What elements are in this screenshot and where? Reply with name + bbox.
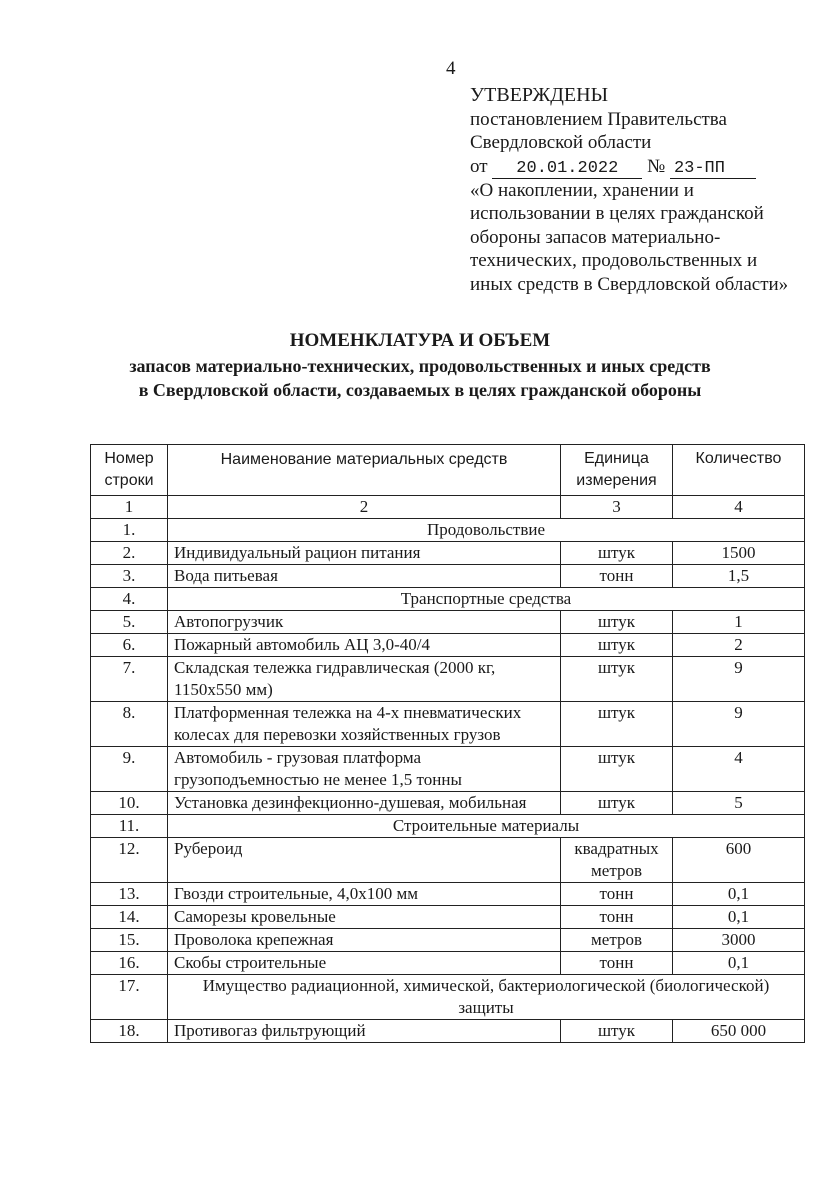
item-name-cell: Скобы строительные [168,952,561,975]
unit-cell: метров [561,929,673,952]
header-unit: Единица измерения [561,445,673,496]
column-number: 4 [673,496,805,519]
unit-cell: тонн [561,883,673,906]
item-name-cell: Гвозди строительные, 4,0x100 мм [168,883,561,906]
item-name-cell: Рубероид [168,838,561,883]
row-number-cell: 2. [91,542,168,565]
approval-title-line: «О накоплении, хранении и [470,179,694,201]
header-quantity: Количество [673,445,805,496]
unit-cell: квадратных метров [561,838,673,883]
table-row [91,565,805,588]
table-row [91,838,805,883]
unit-cell: штук [561,747,673,792]
row-number-cell: 8. [91,702,168,747]
row-number-cell: 14. [91,906,168,929]
unit-cell: тонн [561,952,673,975]
item-name-cell: Автопогрузчик [168,611,561,634]
quantity-cell: 0,1 [673,906,805,929]
row-number-cell: 5. [91,611,168,634]
item-name-cell: Пожарный автомобиль АЦ 3,0-40/4 [168,634,561,657]
item-name-cell: Установка дезинфекционно-душевая, мобильная [168,792,561,815]
quantity-cell: 0,1 [673,883,805,906]
table-row [91,929,805,952]
approval-title-line: обороны запасов материально- [470,226,721,248]
quantity-cell: 1500 [673,542,805,565]
row-number-cell: 13. [91,883,168,906]
row-number-cell: 12. [91,838,168,883]
table-row [91,702,805,747]
quantity-cell: 5 [673,792,805,815]
table-row [91,634,805,657]
quantity-cell: 3000 [673,929,805,952]
row-number-cell: 9. [91,747,168,792]
quantity-cell: 650 000 [673,1020,805,1043]
approval-date: 20.01.2022 [492,160,642,179]
item-name-cell: Платформенная тележка на 4-х пневматических колесах для перевозки хозяйственных грузов [168,702,561,747]
column-number: 2 [168,496,561,519]
row-number-cell: 1. [91,519,168,542]
column-number: 3 [561,496,673,519]
approval-title-line: иных средств в Свердловской области» [470,273,789,295]
row-number-cell: 3. [91,565,168,588]
table-row [91,611,805,634]
header-row-number: Номер строки [91,445,168,496]
section-title-cell: Транспортные средства [168,588,805,611]
quantity-cell: 4 [673,747,805,792]
unit-cell: тонн [561,906,673,929]
item-name-cell: Проволока крепежная [168,929,561,952]
unit-cell: штук [561,657,673,702]
row-number-cell: 4. [91,588,168,611]
table-header-row [91,445,805,496]
from-prefix: от [470,155,488,177]
row-number-cell: 16. [91,952,168,975]
table-row [91,883,805,906]
header-name: Наименование материальных средств [168,445,561,496]
table-row [91,792,805,815]
section-row [91,975,805,1020]
item-name-cell: Автомобиль - грузовая платформа грузоподъемностью не менее 1,5 тонны [168,747,561,792]
unit-cell: штук [561,611,673,634]
row-number-cell: 15. [91,929,168,952]
table-row [91,952,805,975]
approval-title [470,179,788,297]
approval-date-line [470,155,788,179]
item-name-cell: Вода питьевая [168,565,561,588]
quantity-cell: 1,5 [673,565,805,588]
quantity-cell: 2 [673,634,805,657]
table-row [91,747,805,792]
table-row [91,542,805,565]
unit-cell: штук [561,634,673,657]
quantity-cell: 0,1 [673,952,805,975]
page-number: 4 [446,58,456,79]
row-number-cell: 17. [91,975,168,1020]
approval-title-line: технических, продовольственных и [470,250,758,271]
row-number-cell: 11. [91,815,168,838]
quantity-cell: 9 [673,702,805,747]
section-row [91,588,805,611]
quantity-cell: 9 [673,657,805,702]
table-row [91,906,805,929]
approval-block [470,84,788,296]
number-sign: № [647,155,666,177]
row-number-cell: 10. [91,792,168,815]
unit-cell: штук [561,702,673,747]
section-title-cell: Строительные материалы [168,815,805,838]
document-subtitle-1: запасов материально-технических, продовольственных и иных средств [129,356,711,376]
column-number: 1 [91,496,168,519]
unit-cell: тонн [561,565,673,588]
document-subtitle-2: в Свердловской области, создаваемых в целях гражданской обороны [138,380,702,400]
unit-cell: штук [561,1020,673,1043]
section-row [91,815,805,838]
approval-title-line: использовании в целях гражданской [470,203,764,224]
table-row [91,657,805,702]
item-name-cell: Противогаз фильтрующий [168,1020,561,1043]
unit-cell: штук [561,792,673,815]
approval-line-2: Свердловской области [470,132,652,153]
document-title: НОМЕНКЛАТУРА И ОБЪЕМ [289,330,551,351]
unit-cell: штук [561,542,673,565]
table-row [91,1020,805,1043]
approved-heading: УТВЕРЖДЕНЫ [470,84,609,106]
row-number-cell: 6. [91,634,168,657]
section-row [91,519,805,542]
quantity-cell: 600 [673,838,805,883]
column-number-row [91,496,805,519]
approval-number: 23-ПП [670,160,756,179]
nomenclature-table [90,444,805,1043]
section-title-cell: Продовольствие [168,519,805,542]
approval-line-1: постановлением Правительства [470,108,727,130]
quantity-cell: 1 [673,611,805,634]
item-name-cell: Индивидуальный рацион питания [168,542,561,565]
section-title-cell: Имущество радиационной, химической, бактериологической (биологической) защиты [168,975,805,1020]
item-name-cell: Складская тележка гидравлическая (2000 кг, 1150x550 мм) [168,657,561,702]
item-name-cell: Саморезы кровельные [168,906,561,929]
row-number-cell: 7. [91,657,168,702]
row-number-cell: 18. [91,1020,168,1043]
